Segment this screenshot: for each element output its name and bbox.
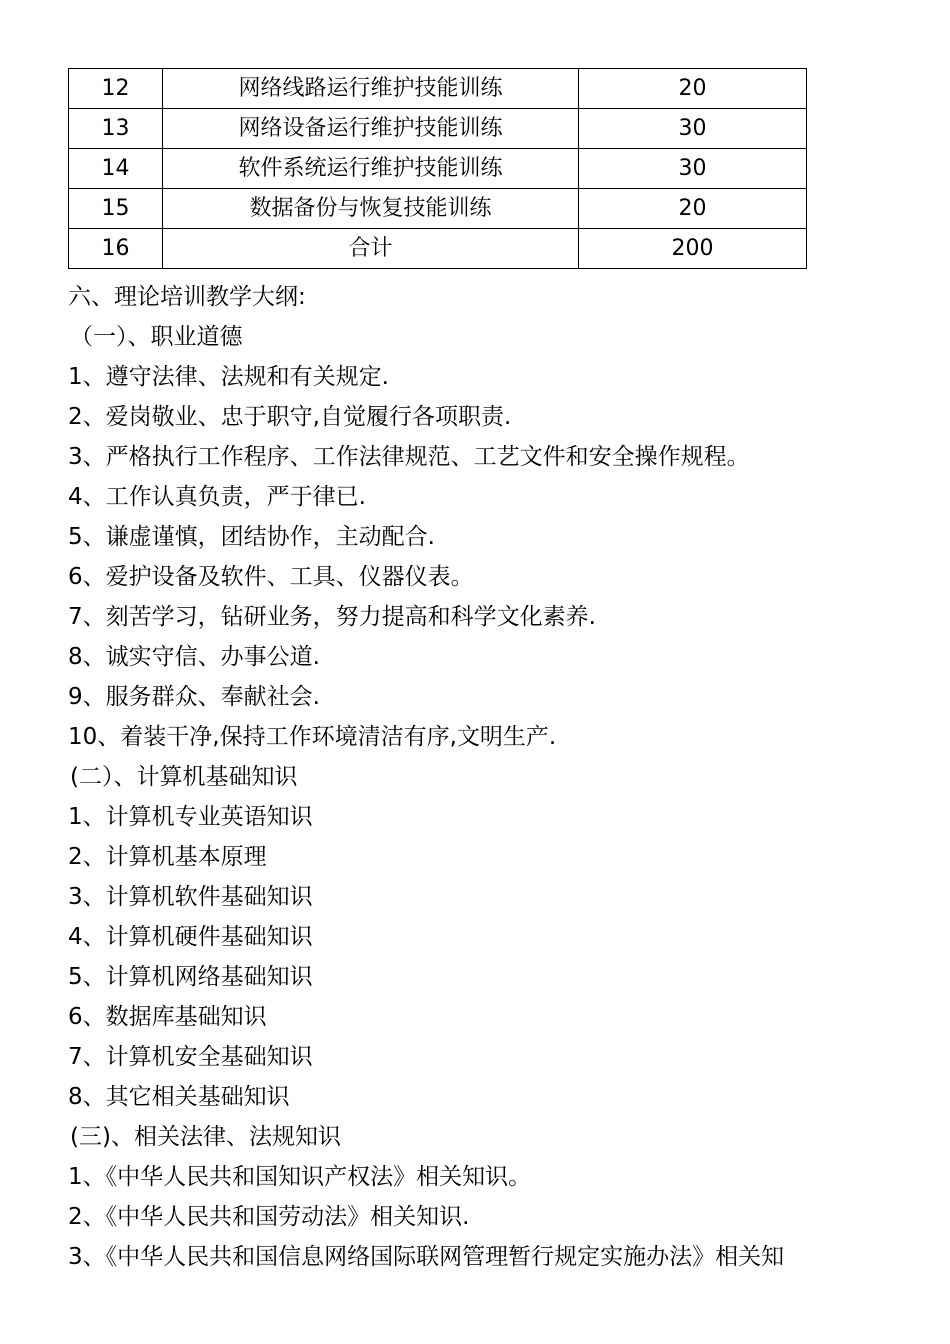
row-number: 13 (69, 109, 163, 149)
part-heading-laws: (三)、相关法律、法规知识 (70, 1124, 341, 1150)
list-item: 1、计算机专业英语知识 (68, 804, 313, 830)
training-hours: 20 (579, 189, 807, 229)
section-title: 六、理论培训教学大纲: (68, 284, 306, 310)
list-item: 6、爱护设备及软件、工具、仪器仪表。 (68, 564, 474, 590)
list-item: 2、计算机基本原理 (68, 844, 267, 870)
part-heading-ethics: （一）、职业道德 (70, 324, 243, 350)
list-item: 3、计算机软件基础知识 (68, 884, 313, 910)
list-item: 5、谦虚谨慎，团结协作，主动配合. (68, 524, 435, 550)
training-item: 软件系统运行维护技能训练 (163, 149, 579, 189)
training-hours: 30 (579, 149, 807, 189)
list-item: 8、其它相关基础知识 (68, 1084, 290, 1110)
list-item: 3、《中华人民共和国信息网络国际联网管理暂行规定实施办法》相关知 (68, 1244, 785, 1270)
training-hours: 20 (579, 69, 807, 109)
training-hours-table (68, 68, 807, 269)
table-row (69, 149, 807, 189)
training-item: 网络线路运行维护技能训练 (163, 69, 579, 109)
list-item: 2、《中华人民共和国劳动法》相关知识. (68, 1204, 470, 1230)
table-row (69, 189, 807, 229)
list-item: 2、爱岗敬业、忠于职守,自觉履行各项职责. (68, 404, 512, 430)
list-item: 1、遵守法律、法规和有关规定. (68, 364, 389, 390)
row-number: 16 (69, 229, 163, 269)
list-item: 3、严格执行工作程序、工作法律规范、工艺文件和安全操作规程。 (68, 444, 750, 470)
list-item: 5、计算机网络基础知识 (68, 964, 313, 990)
training-item: 数据备份与恢复技能训练 (163, 189, 579, 229)
total-label: 合计 (163, 229, 579, 269)
table-row (69, 69, 807, 109)
list-item: 4、工作认真负责，严于律已. (68, 484, 366, 510)
row-number: 14 (69, 149, 163, 189)
list-item: 7、计算机安全基础知识 (68, 1044, 313, 1070)
list-item: 10、着装干净,保持工作环境清洁有序,文明生产. (68, 724, 557, 750)
training-hours: 30 (579, 109, 807, 149)
part-heading-computer-basics: (二）、计算机基础知识 (70, 764, 298, 790)
total-hours: 200 (579, 229, 807, 269)
list-item: 7、刻苦学习，钻研业务，努力提高和科学文化素养. (68, 604, 596, 630)
row-number: 12 (69, 69, 163, 109)
list-item: 8、诚实守信、办事公道. (68, 644, 320, 670)
table-row (69, 109, 807, 149)
row-number: 15 (69, 189, 163, 229)
syllabus-body (68, 277, 928, 1277)
list-item: 6、数据库基础知识 (68, 1004, 267, 1030)
table-row-total (69, 229, 807, 269)
list-item: 9、服务群众、奉献社会. (68, 684, 320, 710)
list-item: 1、《中华人民共和国知识产权法》相关知识。 (68, 1164, 532, 1190)
list-item: 4、计算机硬件基础知识 (68, 924, 313, 950)
training-item: 网络设备运行维护技能训练 (163, 109, 579, 149)
